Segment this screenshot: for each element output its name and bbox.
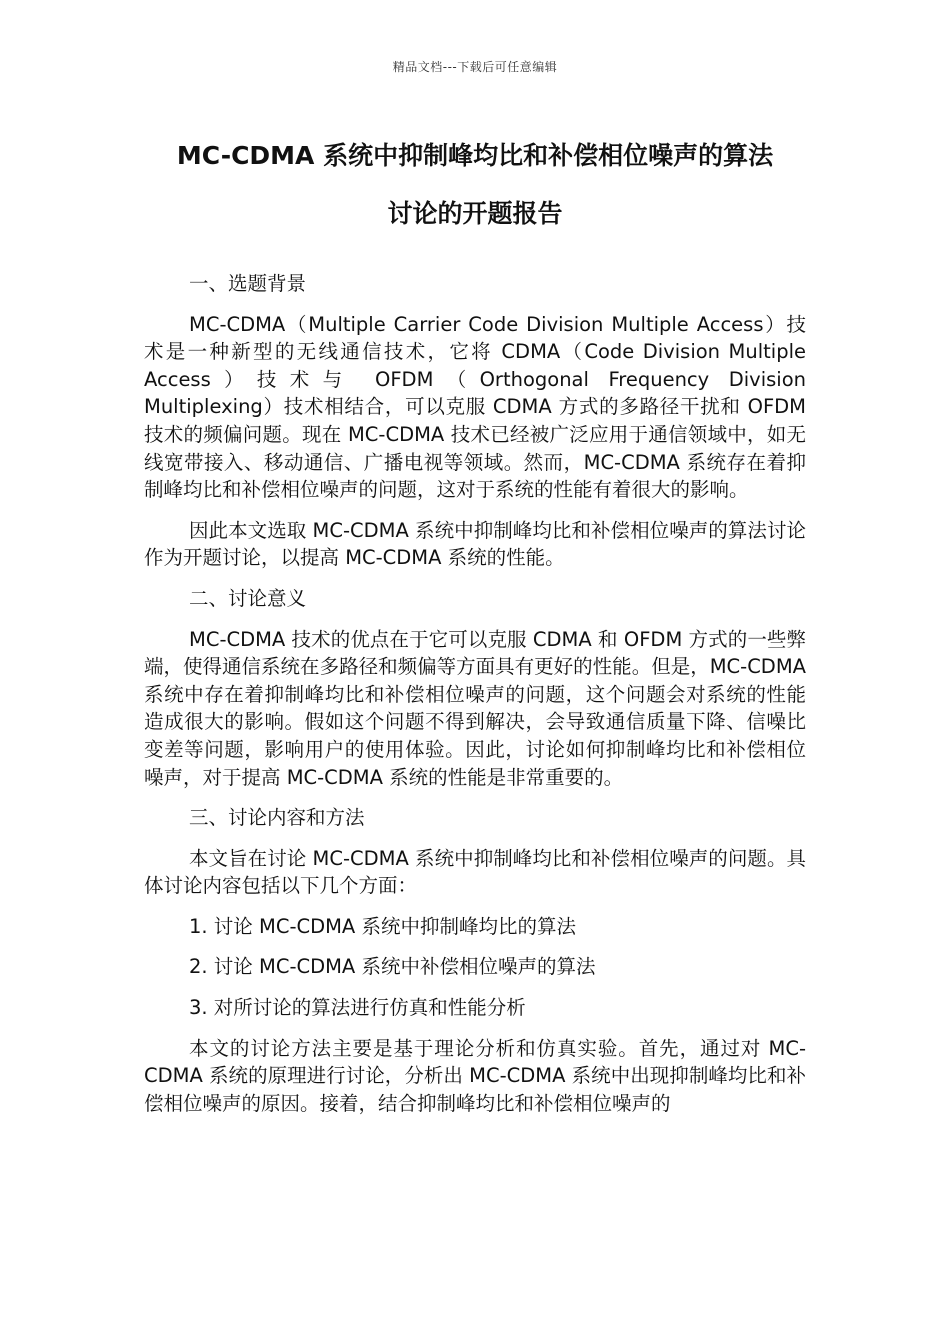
section-heading-background: 一、选题背景 [189, 272, 307, 295]
paragraph-significance-1: MC-CDMA 技术的优点在于它可以克服 CDMA 和 OFDM 方式的一些弊端，使得通信系统在多路径和频偏等方面具有更好的性能。但是，MC-CDMA 系统中存在着抑制峰均比和补偿相位噪声的问题，这个问题会对系统的性能造成很大的影响。假如这个问题不得到解决，会导致通信质量下降、信噪比变差等问题，影响用户的使用体验。因此，讨论如何抑制峰均比和补偿相位噪声，对于提高 MC-CDMA 系统的性能是非常重要的。 [144, 627, 806, 789]
list-item-1: 1. 讨论 MC-CDMA 系统中抑制峰均比的算法 [189, 914, 576, 938]
document-title-line-2: 讨论的开题报告 [387, 199, 563, 228]
list-item-3: 3. 对所讨论的算法进行仿真和性能分析 [189, 996, 526, 1020]
paragraph-background-2: 因此本文选取 MC-CDMA 系统中抑制峰均比和补偿相位噪声的算法讨论作为开题讨论，以提高 MC-CDMA 系统的性能。 [144, 518, 806, 570]
section-heading-content-method: 三、讨论内容和方法 [189, 806, 365, 830]
document-title-line-1: MC-CDMA 系统中抑制峰均比和补偿相位噪声的算法 [176, 141, 774, 170]
paragraph-background-1: MC-CDMA（Multiple Carrier Code Division Multiple Access）技术是一种新型的无线通信技术，它将 CDMA（Code Division Multiple Access）技术与 OFDM（Orthogonal Frequency Division Multiplexing）技术相结合，可以克服 CDMA 方式的多路径干扰和 OFDM 技术的频偏问题。现在 MC-CDMA 技术已经被广泛应用于通信领域中，如无线宽带接入、移动通信、广播电视等领域。然而，MC-CDMA 系统存在着抑制峰均比和补偿相位噪声的问题，这对于系统的性能有着很大的影响。 [144, 312, 806, 502]
header-note: 精品文档---下载后可任意编辑 [392, 60, 558, 74]
list-item-2: 2. 讨论 MC-CDMA 系统中补偿相位噪声的算法 [189, 955, 596, 979]
document-body [144, 270, 806, 1130]
paragraph-content-1: 本文旨在讨论 MC-CDMA 系统中抑制峰均比和补偿相位噪声的问题。具体讨论内容包括以下几个方面： [144, 846, 806, 898]
section-heading-significance: 二、讨论意义 [189, 586, 307, 610]
paragraph-method-1: 本文的讨论方法主要是基于理论分析和仿真实验。首先，通过对 MC-CDMA 系统的原理进行讨论，分析出 MC-CDMA 系统中出现抑制峰均比和补偿相位噪声的原因。接着，结合抑制峰均比和补偿相位噪声的 [144, 1036, 806, 1115]
